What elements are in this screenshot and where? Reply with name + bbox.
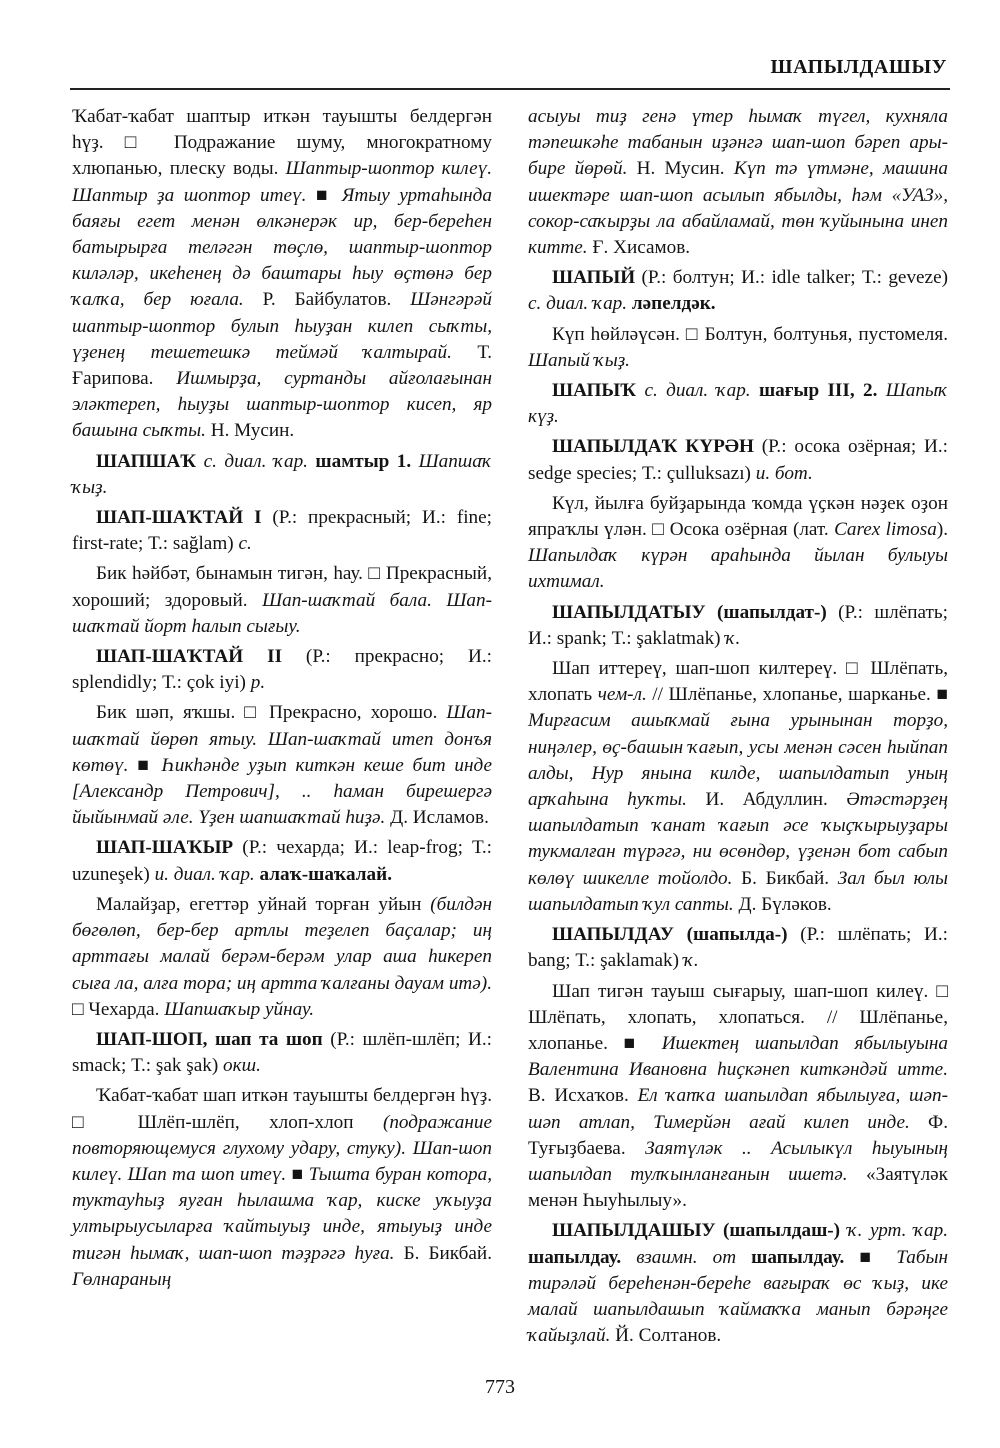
header-rule: [70, 88, 950, 90]
dictionary-entry-paragraph: асыуы тиҙ генә үтер һымаҡ түгел, кухняла тәпешкәһе табанын иҙәнгә шап-шоп бәреп ары-бире йөрөй. Н. Мусин. Күп тә үтмәне, машина ишектәре шап-шоп асылып ябылды, һәм «УАЗ», сокор-саҡырҙы ла абайламай, төн ҡуйынына инеп китте. Ғ. Хисамов.: [528, 106, 948, 259]
left-column: [72, 104, 492, 1297]
dictionary-entry-paragraph: Күп һөйләүсән. □ Болтун, болтунья, пустомеля. Шапый ҡыҙ.: [528, 323, 948, 371]
dictionary-entry-paragraph: ШАП-ШОП, шап та шоп (Р.: шлёп-шлёп; И.: smack; Т.: şak şak) окш.: [72, 1028, 492, 1077]
dictionary-entry-paragraph: Малайҙар, егеттәр уйнай торған уйын (билдән бөгөлөп, бер-бер артлы теҙелеп баҫалар; иң арттағы малай берәм-берәм улар аша һикереп сыға ла, алға тора; иң артта ҡалғаны дауам итә). □ Чехарда. Шапшаҡыр уйнау.: [72, 893, 492, 1020]
dictionary-entry-paragraph: ШАП-ШАҠТАЙ I (Р.: прекрасный; И.: fine; first-rate; Т.: sağlam) с.: [72, 507, 492, 555]
running-head: ШАПЫЛДАШЫУ: [770, 56, 947, 78]
dictionary-entry-paragraph: ШАПЫЛДАТЫУ (шапылдат-) (Р.: шлёпать; И.: spank; Т.: şaklatmak) ҡ.: [528, 601, 948, 649]
dictionary-entry-paragraph: ШАПШАҠ с. диал. ҡар. шамтыр 1. Шапшаҡ ҡыҙ.: [72, 450, 493, 498]
dictionary-entry-paragraph: Шап тигән тауыш сығарыу, шап-шоп килеү. □ Шлёпать, хлопать, хлопаться. // Шлёпанье, хлопанье. ■ Ишектең шапылдап ябылыуына Валентина Ивановна һиҫкәнеп киткәндәй итте. В. Исхаҡов. Ел ҡапҡа шапылдап ябылыуға, шәп-шәп атлап, Тимерйән ағай килеп инде. Ф. Туғыҙбаева. Заятүләк .. Асылыкүл һыуының шапылдап тулҡынланғанын ишетә. «Заятүләк менән Һыуһылыу».: [528, 980, 948, 1212]
dictionary-entry-paragraph: Күл, йылға буйҙарында ҡомда үҫкән нәҙек оҙон япраҡлы үлән. □ Осока озёрная (лат. Carex limosa). Шапылдаҡ күрән араһында йылан булыуы ихтимал.: [528, 492, 949, 593]
dictionary-entry-paragraph: Ҡабат-ҡабат шаптыр иткән тауышты белдергән һүҙ. □ Подражание шуму, многократному хлюпанью, плеску воды. Шаптыр-шоптор килеү. Шаптыр ҙа шоптор итеү. ■ Ятыу уртаһында баяғы егет менән өлкәнерәк ир, бер-береһен батырырға теләгән төҫлө, шаптыр-шоптор киләләр, икеһенең дә баштары һыу өҫтөнә бер ҡалҡа, бер юғала. Р. Байбулатов. Шәнгәрәй шаптыр-шоптор булып һыуҙан килеп сыҡты, үҙенең тешетешкә теймәй ҡалтырай. Т. Ғарипова. Ишмырҙа, суртанды айғолағынан эләктереп, һыуҙы шаптыр-шоптор кисеп, яр башына сыҡты. Н. Мусин.: [72, 106, 493, 442]
page-number: 773: [485, 1376, 515, 1398]
right-column: [528, 104, 948, 1353]
dictionary-entry-paragraph: ШАПЫҠ с. диал. ҡар. шағыр III, 2. Шапыҡ күҙ.: [528, 380, 949, 428]
dictionary-entry-paragraph: ШАП-ШАҠЫР (Р.: чехарда; И.: leap-frog; Т.: uzuneşek) и. диал. ҡар. алаҡ-шаҡалай.: [72, 837, 492, 885]
dictionary-entry-paragraph: ШАПЫЛДАҠ КҮРӘН (Р.: осока озёрная; И.: sedge species; Т.: çulluksazı) и. бот.: [528, 436, 948, 484]
dictionary-entry-paragraph: ШАП-ШАҠТАЙ II (Р.: прекрасно; И.: splendidly; Т.: çok iyi) р.: [72, 646, 492, 694]
dictionary-entry-paragraph: Бик шәп, яҡшы. □ Прекрасно, хорошо. Шап-шаҡтай йөрөп ятыу. Шап-шаҡтай итеп донъя көтөү. ■ Һикһәнде уҙып киткән кеше бит инде [Александр Петрович], .. һаман бирешергә йыйынмай әле. Үҙен шапшаҡтай һиҙә. Д. Исламов.: [72, 702, 492, 829]
dictionary-entry-paragraph: Бик һәйбәт, бынамын тигән, һау. □ Прекрасный, хороший; здоровый. Шап-шаҡтай бала. Шап-шаҡтай йорт һалып сығыу.: [72, 563, 492, 637]
dictionary-entry-paragraph: ШАПЫЛДАУ (шапылда-) (Р.: шлёпать; И.: bang; Т.: şaklamak) ҡ.: [528, 924, 948, 972]
dictionary-entry-paragraph: Ҡабат-ҡабат шап иткән тауышты белдергән һүҙ. □ Шлёп-шлёп, хлоп-хлоп (подражание повторяющемуся глухому удару, стуку). Шап-шоп килеү. Шап та шоп итеү. ■ Тышта буран котора, туктауһыҙ яуған һылашма ҡар, киске уҡыуҙа ултырыусыларға ҡайтыуыҙ инде, ятыуыҙ инде тигән һымаҡ, шап-шоп тәҙрәгә һуға. Б. Бикбай. Гөлнараның: [72, 1085, 493, 1290]
dictionary-entry-paragraph: ШАПЫЙ (Р.: болтун; И.: idle talker; Т.: geveze) с. диал. ҡар. ләпелдәк.: [528, 267, 948, 315]
dictionary-entry-paragraph: Шап иттереү, шап-шоп килтереү. □ Шлёпать, хлопать чем-л. // Шлёпанье, хлопанье, шарканье. ■ Мирғасим ашыҡмай ғына урынынан торҙо, ниңәлер, өҫ-башын ҡағып, усы менән сәсен һыйпап алды, Нур янына килде, шапылдатып уның арҡаһына һуҡты. И. Абдуллин. Әтәстәрҙең шапылдатып ҡанат ҡағып әсе ҡыҫҡырыуҙары тукмалған түрәгә, ни өсөндөр, үҙенән бот сабып көлөү шикелле тойолдо. Б. Бикбай. Зал был юлы шапылдатып ҡул сапты. Д. Бүләков.: [528, 658, 948, 915]
dictionary-entry-paragraph: ШАПЫЛДАШЫУ (шапылдаш-) ҡ. урт. ҡар. шапылдау. взаимн. от шапылдау. ■ Табын тирәләй береһенән-береһе вағыраҡ өс ҡыҙ, ике малай шапылдашып ҡаймаҡҡа манып бәрәңге ҡайыҙлай. Й. Солтанов.: [528, 1220, 949, 1347]
